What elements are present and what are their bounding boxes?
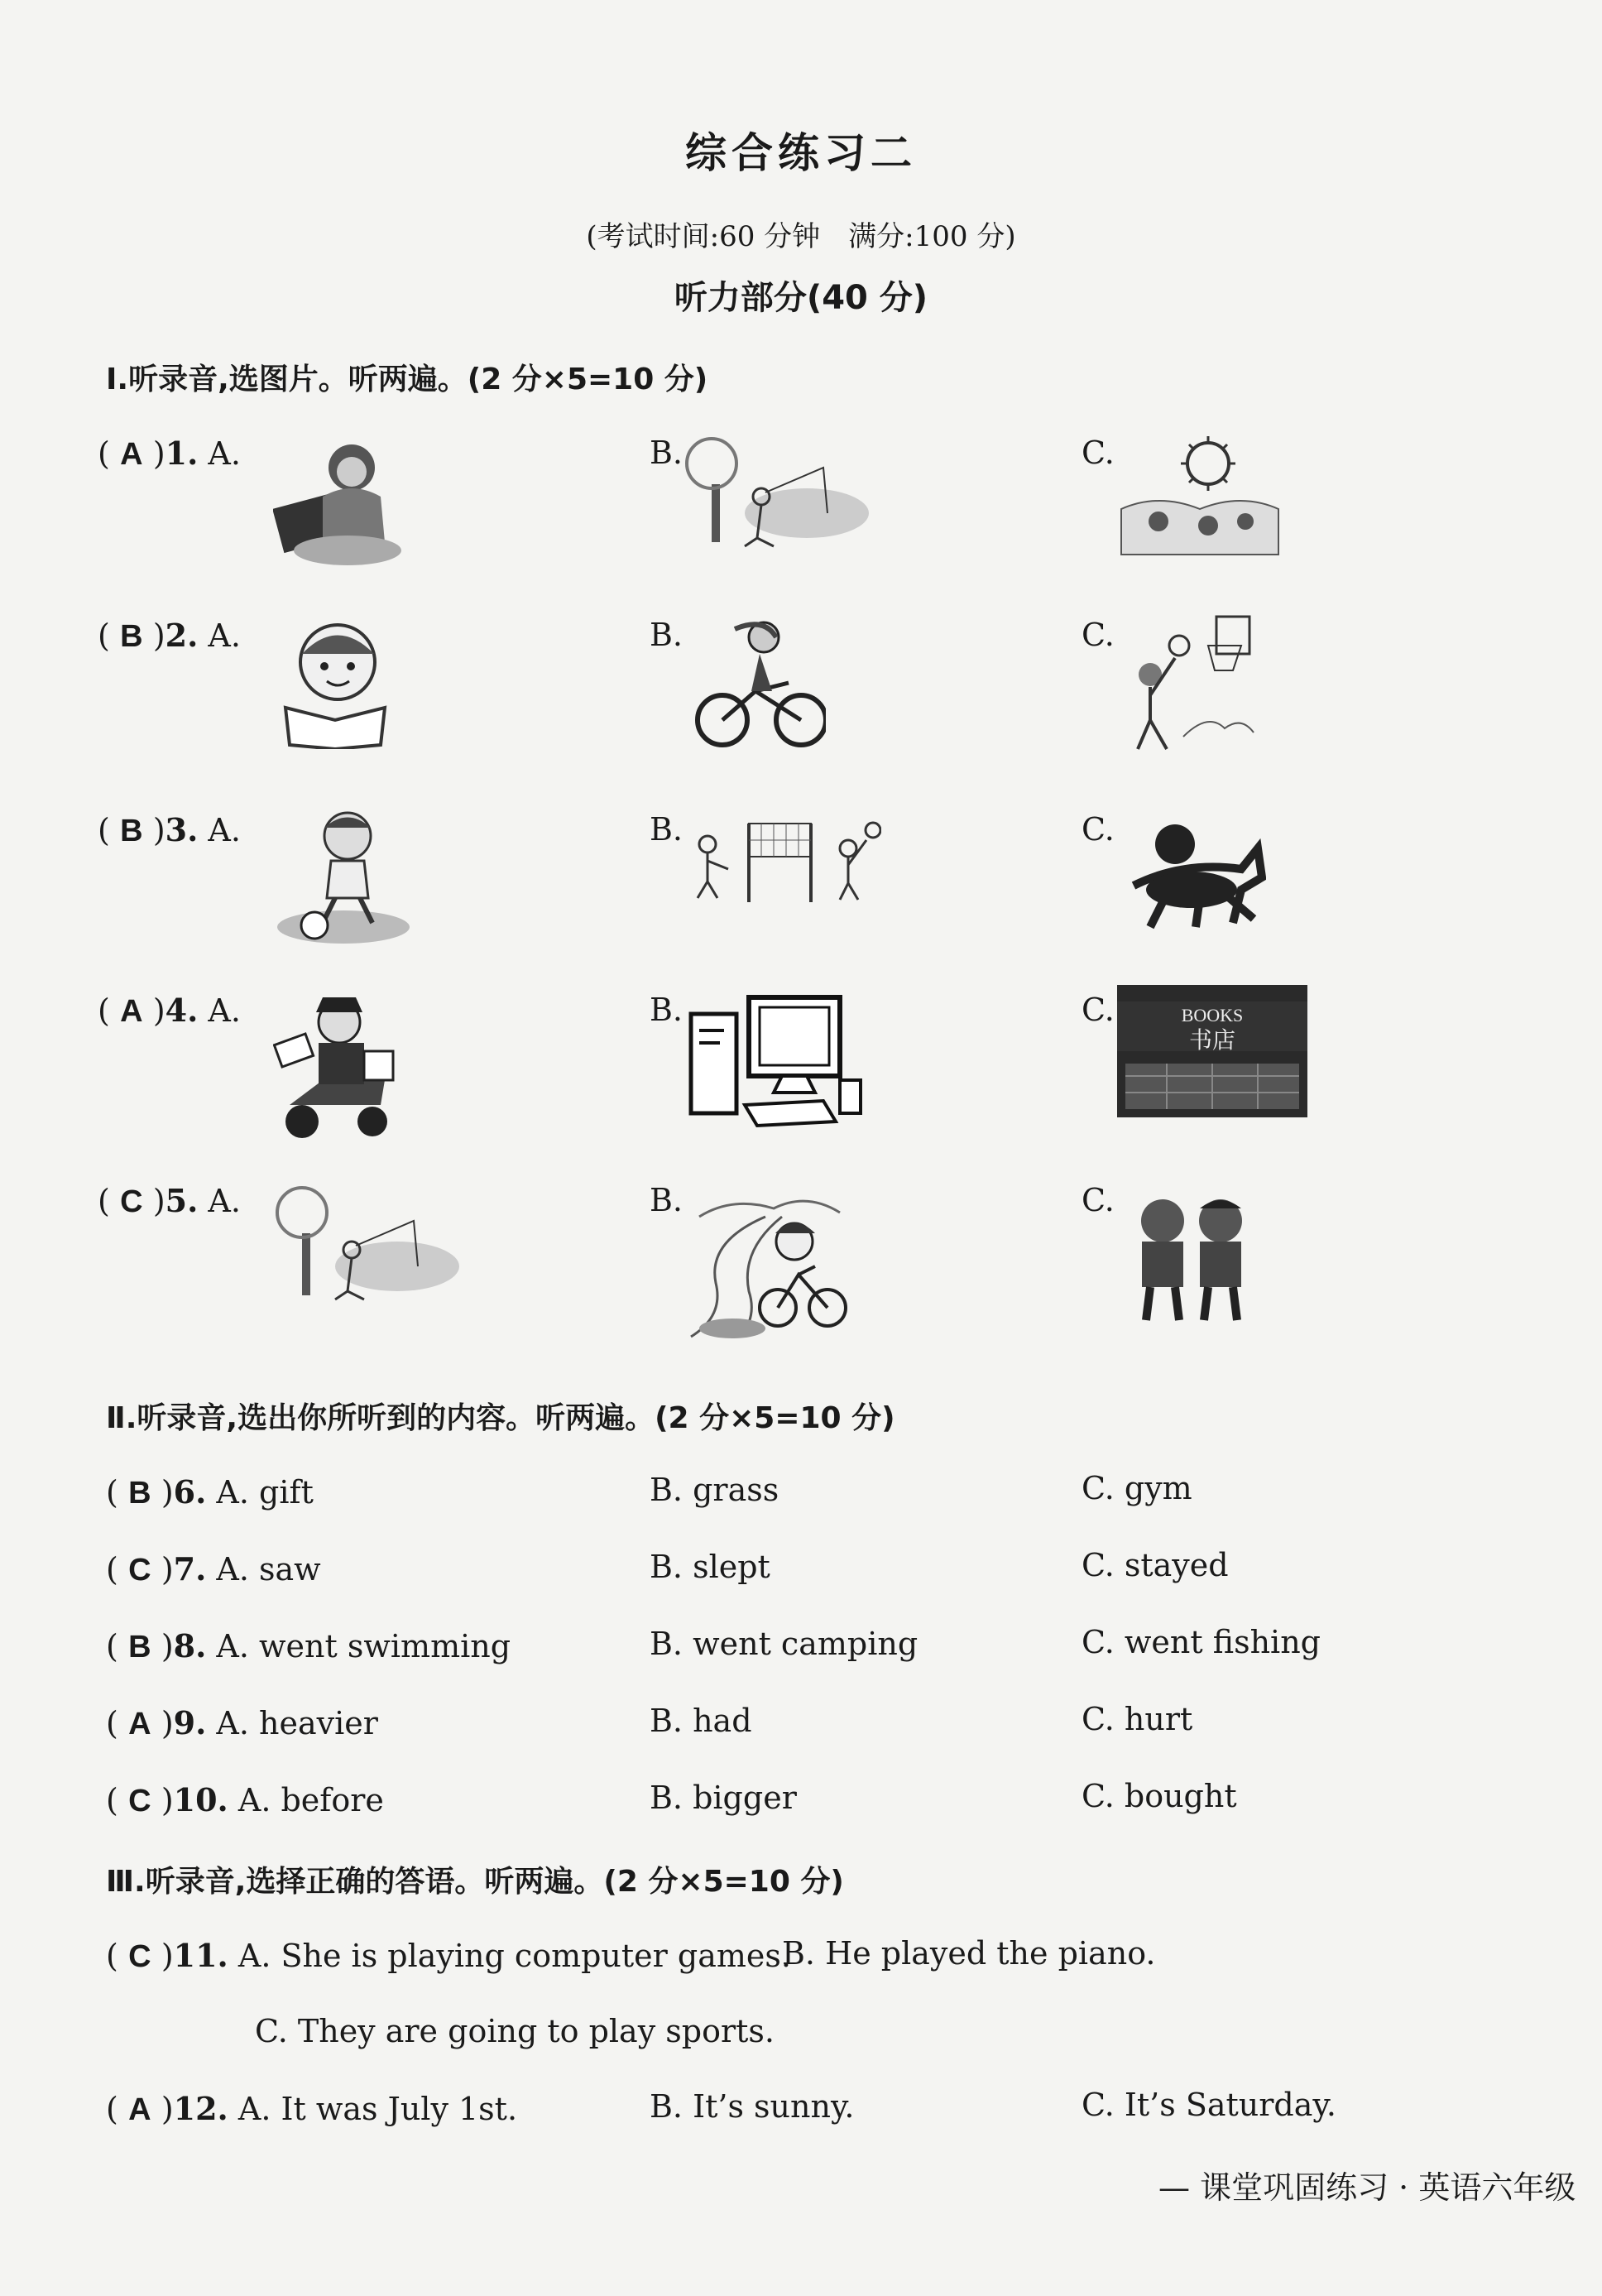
question-5: ( C )5. A. [98, 1182, 241, 1219]
badminton-picture [683, 807, 881, 906]
fishing-picture [683, 435, 873, 555]
boy-football-picture [273, 807, 414, 948]
answer-5: C [120, 1184, 143, 1219]
q8-option-b: B. went camping [650, 1626, 919, 1662]
question-3: ( B )3. A. [98, 811, 241, 848]
answer-11: C [128, 1939, 151, 1974]
answer-1: A [120, 437, 143, 472]
computer-picture [683, 989, 873, 1130]
girl-biking-road-picture [683, 1184, 856, 1341]
question-6: ( B )6. A. gift [106, 1473, 314, 1511]
bookstore-sign-en: BOOKS [1181, 1005, 1244, 1026]
horse-riding-picture [1117, 819, 1266, 935]
part-heading: 听力部分(40 分) [674, 279, 928, 317]
q8-option-c: C. went fishing [1082, 1624, 1321, 1660]
q12-option-c: C. It’s Saturday. [1082, 2087, 1336, 2123]
q3-option-b-label: B. [650, 811, 683, 848]
section-2-heading: Ⅱ.听录音,选出你所听到的内容。听两遍。(2 分×5=10 分) [106, 1401, 895, 1435]
section-1-heading: Ⅰ.听录音,选图片。听两遍。(2 分×5=10 分) [106, 363, 708, 396]
basketball-picture [1117, 612, 1258, 753]
children-hiking-picture [1117, 1188, 1266, 1328]
q9-option-b: B. had [650, 1703, 752, 1739]
q4-option-b-label: B. [650, 992, 683, 1028]
question-10: ( C )10. A. before [106, 1781, 384, 1818]
bookstore-picture [1117, 985, 1307, 1117]
q11-option-c: C. They are going to play sports. [255, 2013, 775, 2049]
q2-option-b-label: B. [650, 617, 683, 653]
q12-option-b: B. It’s sunny. [650, 2088, 855, 2125]
postman-scooter-picture [273, 989, 397, 1138]
question-11: ( C )11. A. She is playing computer games. [106, 1937, 791, 1974]
question-2: ( B )2. A. [98, 617, 241, 654]
q6-option-c: C. gym [1082, 1470, 1192, 1506]
answer-8: B [128, 1630, 151, 1664]
answer-2: B [120, 619, 143, 654]
girl-computer-picture [273, 435, 405, 567]
q6-option-b: B. grass [650, 1472, 779, 1508]
q5-option-b-label: B. [650, 1182, 683, 1218]
q1-option-c-label: C. [1082, 435, 1115, 471]
q10-option-c: C. bought [1082, 1778, 1237, 1814]
fishing-picture-2 [273, 1184, 463, 1304]
girl-reading-picture [281, 617, 389, 749]
q11-option-b: B. He played the piano. [782, 1935, 1156, 1972]
q7-option-b: B. slept [650, 1549, 770, 1585]
question-1: ( A )1. A. [98, 435, 241, 472]
answer-12: A [128, 2092, 151, 2127]
question-9: ( A )9. A. heavier [106, 1704, 378, 1741]
question-7: ( C )7. A. saw [106, 1550, 321, 1588]
answer-7: C [128, 1553, 151, 1588]
answer-9: A [128, 1707, 151, 1741]
footer-caption: — 课堂巩固练习 · 英语六年级 [1158, 2169, 1576, 2206]
q10-option-b: B. bigger [650, 1780, 797, 1816]
bookstore-sign-cn: 书店 [1188, 1026, 1236, 1054]
q2-option-c-label: C. [1082, 617, 1115, 653]
answer-6: B [128, 1476, 151, 1511]
page-title: 综合练习二 [685, 129, 917, 177]
question-8: ( B )8. A. went swimming [106, 1627, 511, 1664]
girl-cycling-picture [693, 617, 826, 749]
q9-option-c: C. hurt [1082, 1701, 1193, 1737]
answer-3: B [120, 814, 143, 848]
q3-option-c-label: C. [1082, 811, 1115, 848]
question-4: ( A )4. A. [98, 992, 241, 1029]
swimming-picture [1117, 435, 1283, 559]
q1-option-b-label: B. [650, 435, 683, 471]
q7-option-c: C. stayed [1082, 1547, 1229, 1583]
q4-option-c-label: C. [1082, 992, 1115, 1028]
exam-info: (考试时间:60 分钟 满分:100 分) [586, 220, 1016, 253]
q5-option-c-label: C. [1082, 1182, 1115, 1218]
answer-10: C [128, 1784, 151, 1818]
section-3-heading: Ⅲ.听录音,选择正确的答语。听两遍。(2 分×5=10 分) [106, 1865, 844, 1899]
question-12: ( A )12. A. It was July 1st. [106, 2090, 518, 2127]
answer-4: A [120, 994, 143, 1029]
